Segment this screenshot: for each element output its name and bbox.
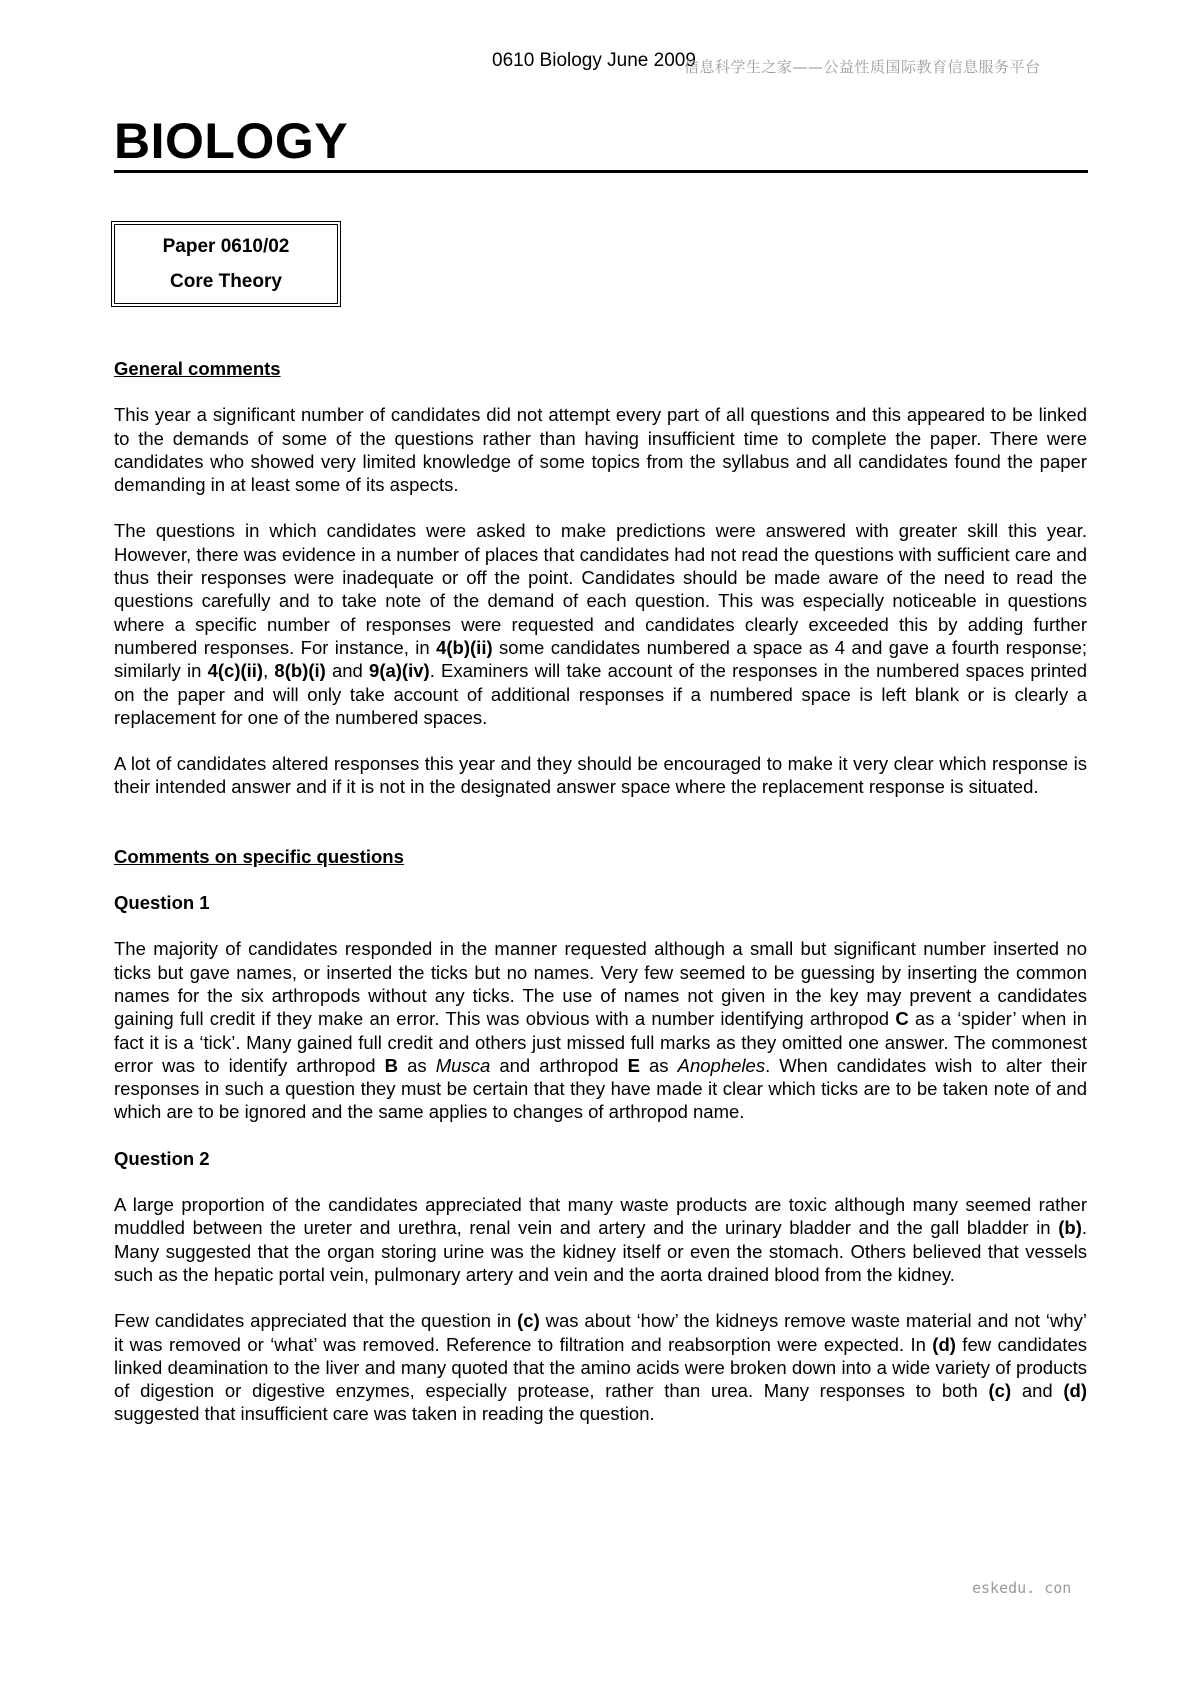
arthropod-label: C [895, 1008, 909, 1030]
question-ref: (d) [932, 1333, 956, 1355]
text-span: as a ‘spider’ when in fact it is a ‘tick’. Many gained full credit and others just missed full marks as they omitted one answer. The commonest error was to identify arthropod [114, 1008, 1087, 1076]
question-ref: (c) [517, 1310, 540, 1332]
genus-name: Musca [435, 1054, 491, 1076]
genus-name: Anopheles [677, 1054, 766, 1076]
question-ref: (c) [988, 1380, 1012, 1402]
general-comments-heading: General comments [114, 358, 281, 379]
specific-comments-heading: Comments on specific questions [114, 845, 404, 867]
question-ref: (d) [1063, 1380, 1087, 1402]
question-ref: 4(b)(ii) [436, 636, 493, 658]
general-paragraph-1: This year a significant number of candidates did not attempt every part of all questions and this appeared to be linked to the demands of some of the questions rather than having insufficient time to complete the paper. There were candidates who showed very limited knowledge of some topics from the syllabus and all candidates found the paper demanding in at least some of its aspects. [114, 404, 1087, 496]
text-span: . Examiners will take account of the responses in the numbered spaces printed on the paper and will only take account of additional responses if a numbered space is left blank or is clearly a replacement for one of the numbered spaces. [114, 660, 1088, 728]
text-span: suggested that insufficient care was taken in reading the question. [114, 1403, 655, 1425]
text-span: was about ‘how’ the kidneys remove waste material and not ‘why’ it was removed or ‘what’ was removed. Reference to filtration and reabsorption were expected. In [114, 1310, 1087, 1355]
title-rule [114, 170, 1088, 173]
question-ref: (b) [1058, 1217, 1082, 1239]
paper-info-box [111, 221, 341, 307]
text-span: Few candidates appreciated that the question in [114, 1310, 518, 1332]
question-1-heading: Question 1 [114, 892, 210, 914]
text-span: as [398, 1054, 436, 1076]
text-span: and [325, 660, 370, 682]
question-ref: 9(a)(iv) [369, 660, 430, 682]
arthropod-label: E [627, 1054, 640, 1076]
question-ref: 4(c)(ii) [207, 660, 264, 682]
text-span: . When candidates wish to alter their responses in such a question they must be certain that they have made it clear which ticks are to be taken note of and which are to be ignored and the same applies to changes of arthropod name. [114, 1054, 1087, 1123]
general-paragraph-2 [114, 519, 1087, 729]
text-span: as [639, 1054, 678, 1076]
question-ref: 8(b)(i) [274, 660, 326, 682]
text-span: The questions in which candidates were asked to make predictions were answered with greater skill this year. However, there was evidence in a number of places that candidates had not read the questions with sufficient care and thus their responses were inadequate or off the point. Candidates should be made aware of the need to read the questions carefully and to take note of the demand of each question. This was especially noticeable in questions where a specific number of responses were requested and candidates clearly exceeded this by adding further numbered responses. For instance, in [114, 520, 1087, 658]
text-span: , [263, 660, 275, 682]
report-body [114, 357, 1087, 1449]
spacer [114, 822, 1087, 845]
paper-number: Paper 0610/02 [162, 236, 290, 257]
question-2-paragraph-1 [114, 1193, 1087, 1286]
question-2-heading: Question 2 [114, 1147, 210, 1169]
text-span: some candidates numbered a space as 4 and gave a fourth response; similarly in [114, 636, 1087, 682]
text-span: A large proportion of the candidates appreciated that many waste products are toxic although many seemed rather muddled between the ureter and urethra, renal vein and artery and the urinary bladder and the gall bladder in [114, 1194, 1087, 1239]
page-title: BIOLOGY [114, 113, 349, 169]
question-2-paragraph-2 [114, 1309, 1087, 1425]
general-paragraph-3: A lot of candidates altered responses this year and they should be encouraged to make it very clear which response is their intended answer and if it is not in the designated answer space where the replacement response is situated. [114, 753, 1087, 798]
text-span: and [1011, 1380, 1064, 1402]
question-1-paragraph [114, 937, 1087, 1123]
paper-name: Core Theory [170, 271, 282, 292]
text-span: . Many suggested that the organ storing urine was the kidney itself or even the stomach. Others believed that vessels such as the hepatic portal vein, pulmonary artery and vein and the aorta drained blood from the kidney. [114, 1217, 1087, 1285]
arthropod-label: B [384, 1054, 399, 1076]
watermark-top: 信息科学生之家——公益性质国际教育信息服务平台 [684, 58, 1041, 76]
text-span: and arthropod [490, 1054, 628, 1076]
text-span: The majority of candidates responded in the manner requested although a small but significant number inserted no ticks but gave names, or inserted the ticks but no names. Very few seemed to be guessing by inserting the common names for the six arthropods without any ticks. The use of names not given in the key may prevent a candidates gaining full credit if they make an error. This was obvious with a number identifying arthropod [114, 938, 1087, 1030]
text-span: few candidates linked deamination to the liver and many quoted that the amino acids were broken down into a wide variety of products of digestion or digestive enzymes, especially protease, rather than urea. Many responses to both [114, 1333, 1087, 1402]
running-header: 0610 Biology June 2009 [492, 50, 696, 71]
watermark-bottom: eskedu. con [972, 1579, 1072, 1597]
